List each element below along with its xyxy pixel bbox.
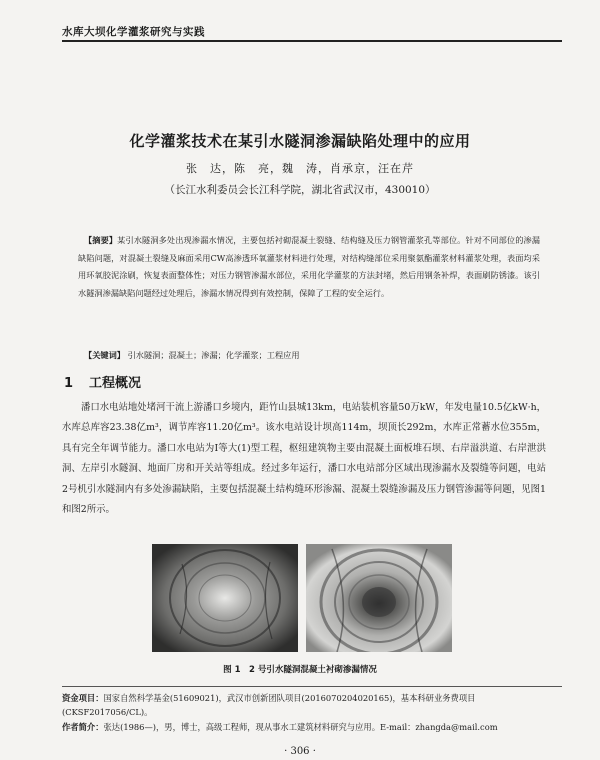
section-number: 1 bbox=[64, 376, 74, 391]
figure-tunnel-photos bbox=[152, 544, 452, 652]
paper-authors: 张 达，陈 亮，魏 涛，肖承京，汪在芹 bbox=[186, 162, 414, 175]
author-label: 作者简介： bbox=[62, 721, 104, 732]
fund-note bbox=[62, 691, 542, 720]
footnotes bbox=[62, 691, 542, 734]
section-heading bbox=[64, 372, 141, 391]
author-text: 张达(1986—)，男，博士，高级工程师，现从事水工建筑材料研究与应用。E-mail：zhangda@mail.com bbox=[103, 721, 498, 732]
fund-label: 资金项目： bbox=[62, 693, 104, 703]
fund-text: 国家自然科学基金(51609021)，武汉市创新团队项目(2016070204020165)，基本科研业务费项目(CKSF2017056/CL)。 bbox=[62, 693, 476, 718]
section-title: 工程概况 bbox=[89, 376, 142, 391]
keywords-label: 【关键词】 bbox=[84, 350, 125, 360]
section-body: 潘口水电站地处堵河干流上游潘口乡境内，距竹山县城13km，电站装机容量50万kW，年发电量10.5亿kW·h，水库总库容23.38亿m³，调节库容11.20亿m³。该水电站设计坝高114m，坝顶长292m，水库正常蓄水位355m，具有完全年调节能力。潘口水电站为Ⅰ等大(1)型工程，枢纽建筑物主要由混凝土面板堆石坝、右岸溢洪道、右岸泄洪洞、左岸引水隧洞、地面厂房和开关站等组成。经过多年运行，潘口水电站部分区域出现渗漏水及裂缝等问题，电站2号机引水隧洞内有多处渗漏缺陷，主要包括混凝土结构缝环形渗漏、混凝土裂缝渗漏及压力钢管渗漏等问题，见图1和图2所示。 bbox=[62, 402, 546, 516]
author-note bbox=[62, 720, 542, 734]
tunnel-photo-image bbox=[152, 544, 452, 652]
keywords-text: 引水隧洞；混凝土；渗漏；化学灌浆；工程应用 bbox=[127, 350, 300, 360]
abstract-label: 【摘要】 bbox=[84, 235, 118, 245]
abstract-text: 某引水隧洞多处出现渗漏水情况，主要包括衬砌混凝土裂缝、结构缝及压力钢管灌浆孔等部位。针对不同部位的渗漏缺陷问题，对混凝土裂缝及麻面采用CW高渗透环氧灌浆材料进行处理，对结构缝部位采用聚氨酯灌浆材料灌浆处理，表面均采用环氧胶泥涂刷，恢复表面整体性；对压力钢管渗漏水部位，采用化学灌浆的方法封堵，然后用钢条补焊，表面刷防锈漆。该引水隧洞渗漏缺陷问题经过处理后，渗漏水情况得到有效控制，保障了工程的安全运行。 bbox=[78, 235, 540, 298]
page-number: · 306 · bbox=[284, 746, 316, 757]
abstract bbox=[78, 232, 540, 302]
journal-header: 水库大坝化学灌浆研究与实践 bbox=[62, 26, 205, 38]
paper-affiliation: （长江水利委员会长江科学院，湖北省武汉市，430010） bbox=[164, 184, 436, 196]
header-rule bbox=[62, 40, 562, 42]
paper-title: 化学灌浆技术在某引水隧洞渗漏缺陷处理中的应用 bbox=[129, 132, 471, 150]
figure-caption: 图 1 2 号引水隧洞混凝土衬砌渗漏情况 bbox=[223, 665, 377, 675]
footnote-rule bbox=[62, 686, 562, 687]
keywords bbox=[84, 350, 544, 361]
